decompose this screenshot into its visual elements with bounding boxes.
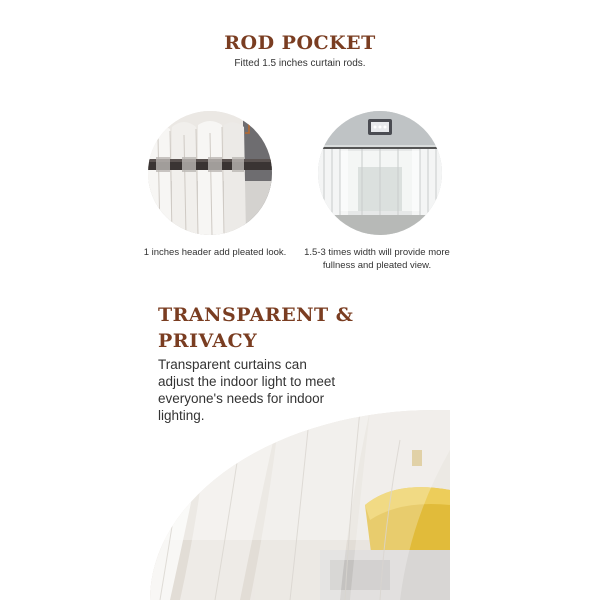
rod-pocket-subtitle: Fitted 1.5 inches curtain rods. [234, 58, 366, 69]
measurement-label: 1" [254, 119, 268, 132]
sheer-curtain-room-image [150, 410, 450, 600]
transparent-privacy-body: Transparent curtains can adjust the indoor light to meet everyone's needs for indoor lighting. [158, 357, 336, 423]
rod-pocket-closeup-image [148, 111, 272, 235]
transparent-title-line2: PRIVACY [158, 330, 258, 352]
transparent-title-line1: TRANSPARENT & [158, 304, 354, 326]
rod-pocket-title: ROD POCKET [224, 32, 376, 54]
rod-pocket-left-caption: 1 inches header add pleated look. [143, 247, 287, 258]
rod-pocket-right-caption: 1.5-3 times width will provide more fullness and pleated view. [304, 247, 450, 271]
transparent-privacy-title [158, 302, 418, 354]
room-curtains-image [318, 111, 442, 235]
